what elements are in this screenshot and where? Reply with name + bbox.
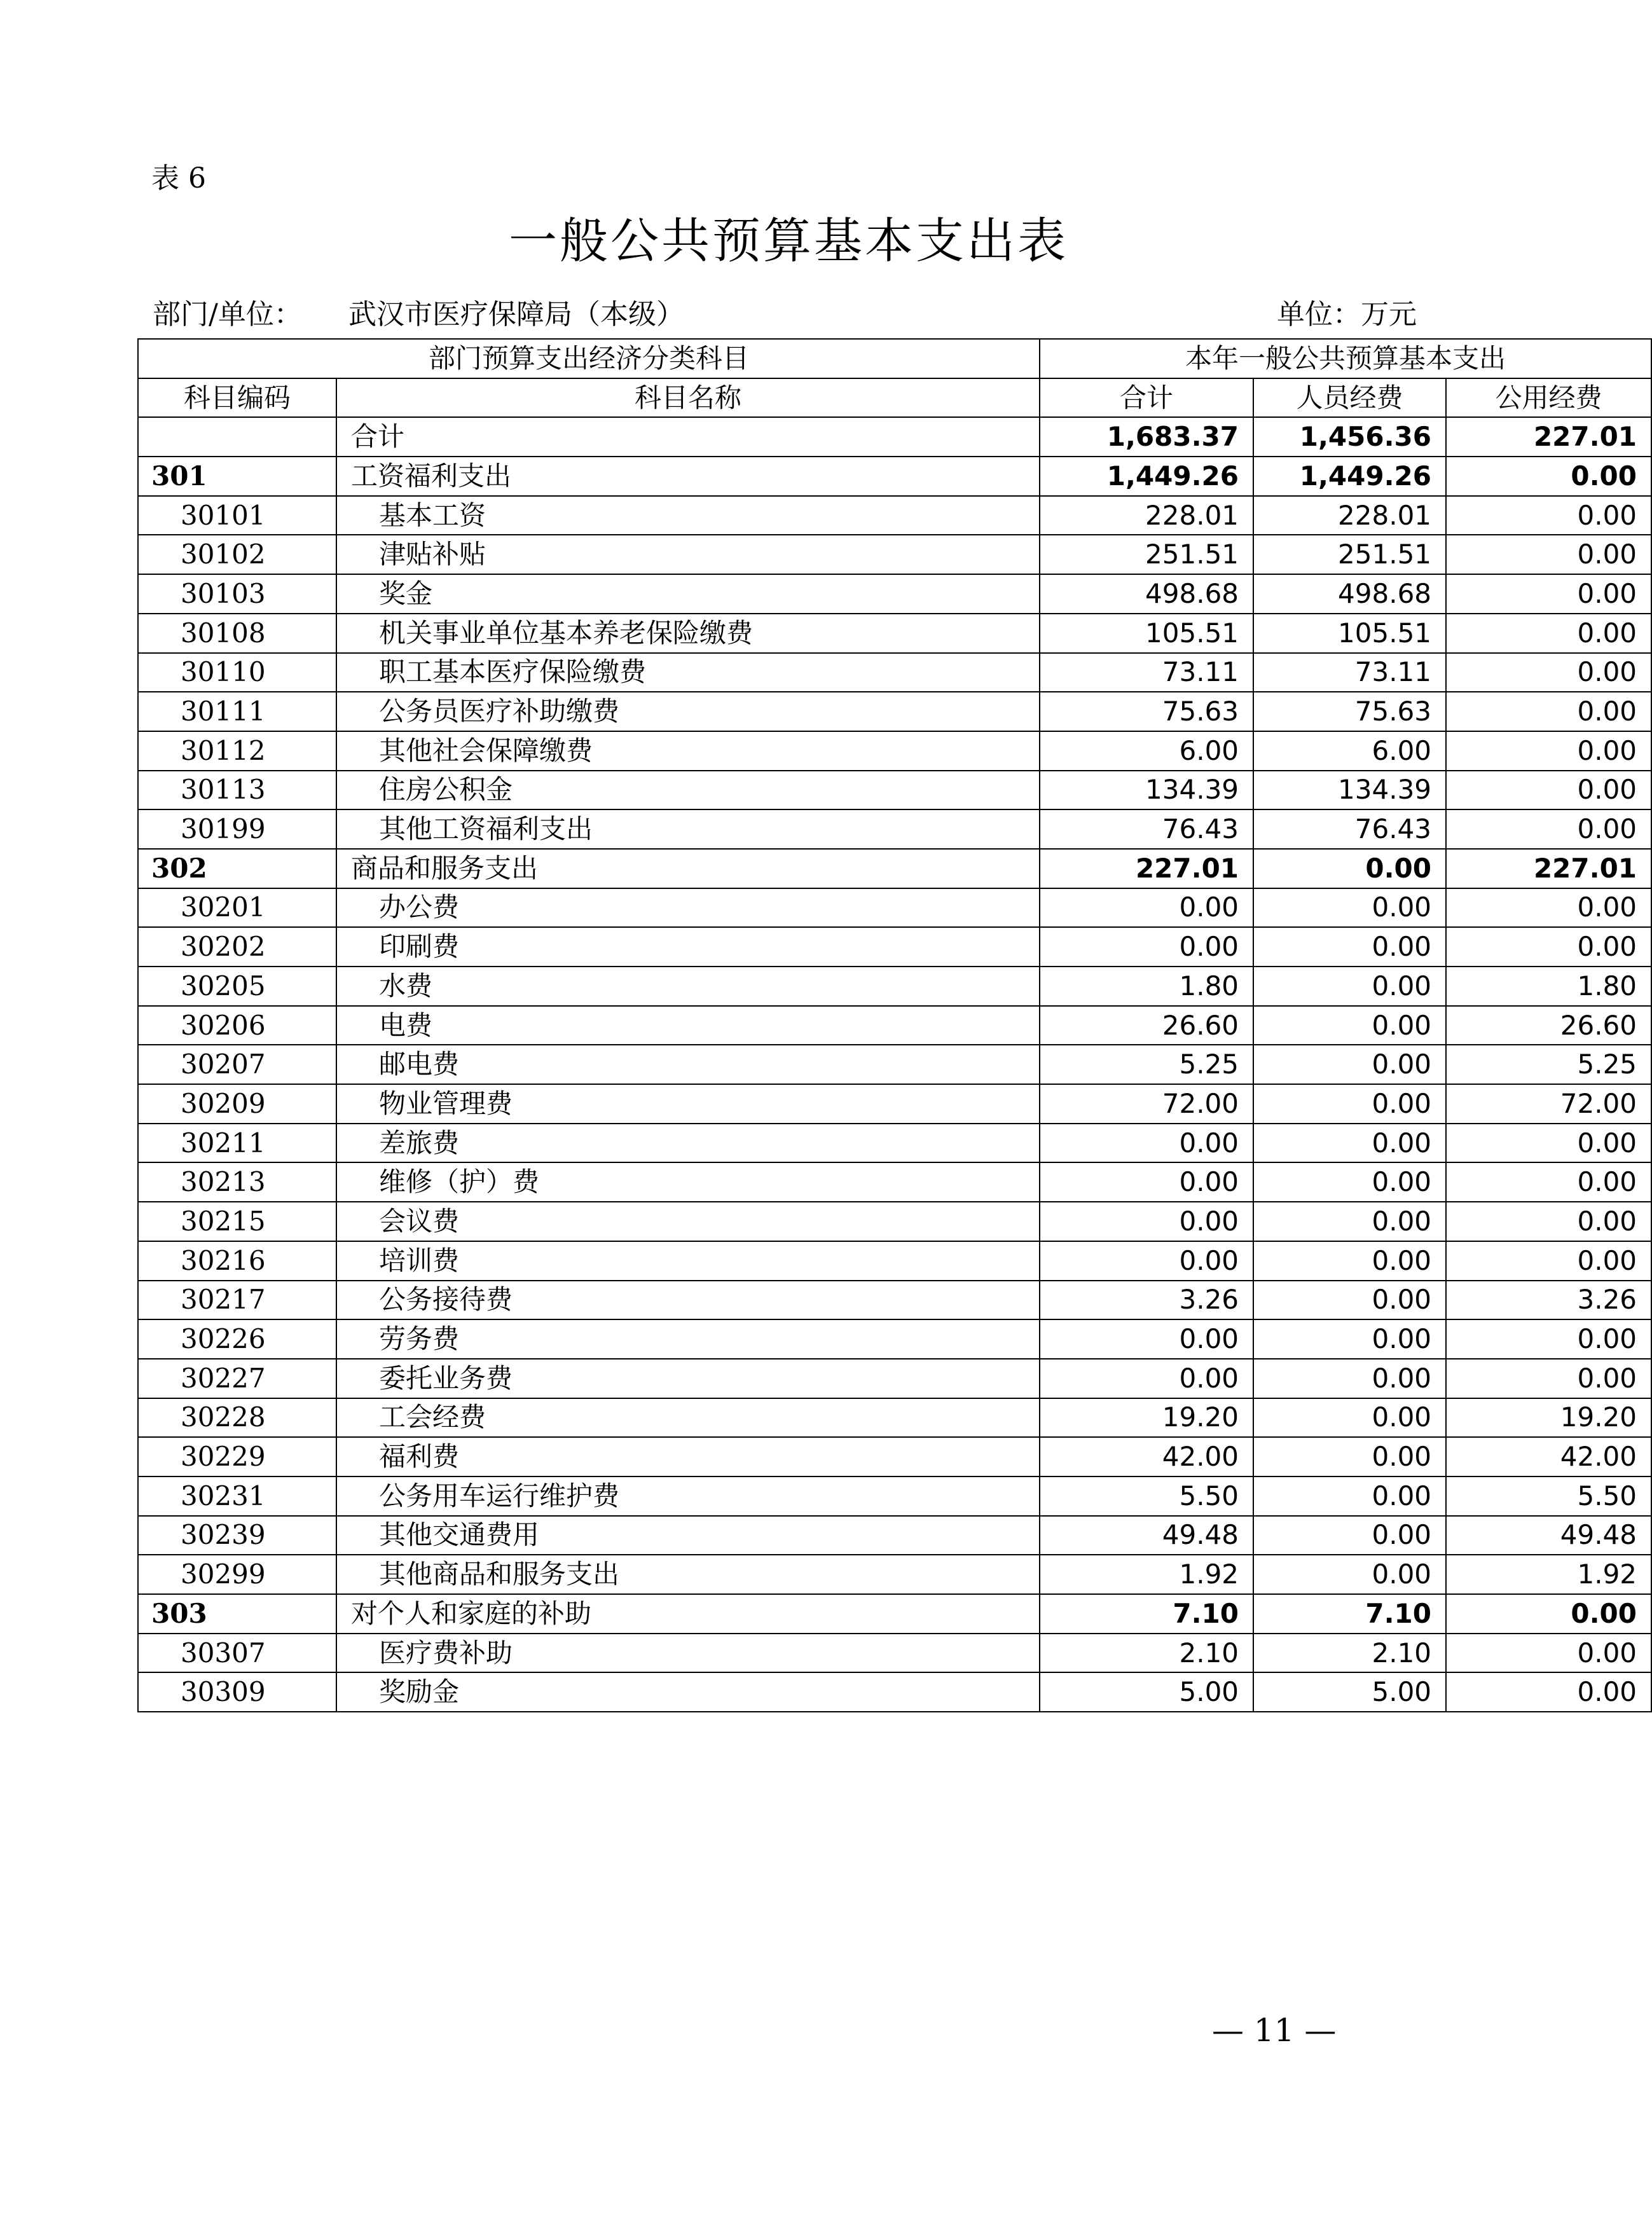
row-name: 其他社会保障缴费 <box>336 731 1040 771</box>
table-row <box>138 1359 1651 1398</box>
table-row <box>138 496 1651 535</box>
row-public: 3.26 <box>1446 1281 1651 1320</box>
row-name: 差旅费 <box>336 1124 1040 1163</box>
table-row <box>138 1084 1651 1124</box>
row-total: 227.01 <box>1040 849 1253 888</box>
table-row <box>138 1634 1651 1673</box>
row-personnel: 228.01 <box>1253 496 1446 535</box>
row-personnel: 0.00 <box>1253 1241 1446 1281</box>
row-code: 30211 <box>138 1124 336 1163</box>
header-column-row <box>138 378 1651 418</box>
row-code: 30217 <box>138 1281 336 1320</box>
table-row <box>138 731 1651 771</box>
header-code: 科目编码 <box>138 378 336 418</box>
row-name: 合计 <box>336 417 1040 457</box>
row-public: 0.00 <box>1446 731 1651 771</box>
row-public: 0.00 <box>1446 614 1651 653</box>
row-code: 30111 <box>138 692 336 731</box>
table-row <box>138 1516 1651 1555</box>
row-public: 19.20 <box>1446 1398 1651 1438</box>
table-row <box>138 771 1651 810</box>
table-row <box>138 574 1651 614</box>
row-code: 30231 <box>138 1476 336 1516</box>
row-code: 301 <box>138 457 336 496</box>
row-name: 公务员医疗补助缴费 <box>336 692 1040 731</box>
table-row <box>138 1476 1651 1516</box>
page-title: 一般公共预算基本支出表 <box>509 212 1068 269</box>
row-personnel: 5.00 <box>1253 1672 1446 1712</box>
row-public: 5.50 <box>1446 1476 1651 1516</box>
row-name: 维修（护）费 <box>336 1162 1040 1202</box>
table-row <box>138 927 1651 967</box>
row-code: 30213 <box>138 1162 336 1202</box>
row-name: 基本工资 <box>336 496 1040 535</box>
table-row <box>138 809 1651 849</box>
unit-label: 单位：万元 <box>1277 298 1417 331</box>
row-personnel: 105.51 <box>1253 614 1446 653</box>
row-total: 5.50 <box>1040 1476 1253 1516</box>
row-total: 105.51 <box>1040 614 1253 653</box>
row-personnel: 1,456.36 <box>1253 417 1446 457</box>
row-public: 49.48 <box>1446 1516 1651 1555</box>
row-personnel: 0.00 <box>1253 849 1446 888</box>
row-total: 0.00 <box>1040 1359 1253 1398</box>
row-total: 42.00 <box>1040 1437 1253 1476</box>
row-public: 72.00 <box>1446 1084 1651 1124</box>
table-row <box>138 457 1651 496</box>
row-public: 26.60 <box>1446 1006 1651 1045</box>
row-total: 1,683.37 <box>1040 417 1253 457</box>
row-total: 0.00 <box>1040 1162 1253 1202</box>
row-personnel: 0.00 <box>1253 967 1446 1006</box>
row-total: 49.48 <box>1040 1516 1253 1555</box>
row-total: 75.63 <box>1040 692 1253 731</box>
table-row <box>138 1202 1651 1241</box>
row-name: 其他工资福利支出 <box>336 809 1040 849</box>
row-total: 5.00 <box>1040 1672 1253 1712</box>
row-code: 30226 <box>138 1319 336 1359</box>
row-code: 30110 <box>138 653 336 692</box>
row-total: 1,449.26 <box>1040 457 1253 496</box>
row-public: 0.00 <box>1446 809 1651 849</box>
page-number: — 11 — <box>1212 2012 1337 2049</box>
row-name: 邮电费 <box>336 1045 1040 1084</box>
row-public: 0.00 <box>1446 692 1651 731</box>
table-row <box>138 1281 1651 1320</box>
row-public: 0.00 <box>1446 1634 1651 1673</box>
row-personnel: 0.00 <box>1253 1084 1446 1124</box>
row-code: 30209 <box>138 1084 336 1124</box>
header-group-classification: 部门预算支出经济分类科目 <box>138 339 1040 378</box>
row-personnel: 0.00 <box>1253 1555 1446 1594</box>
row-personnel: 134.39 <box>1253 771 1446 810</box>
table-row <box>138 1045 1651 1084</box>
row-public: 0.00 <box>1446 574 1651 614</box>
row-total: 72.00 <box>1040 1084 1253 1124</box>
row-public: 0.00 <box>1446 1319 1651 1359</box>
header-name: 科目名称 <box>336 378 1040 418</box>
row-public: 5.25 <box>1446 1045 1651 1084</box>
row-total: 1.92 <box>1040 1555 1253 1594</box>
table-row <box>138 1398 1651 1438</box>
row-public: 0.00 <box>1446 496 1651 535</box>
row-total: 73.11 <box>1040 653 1253 692</box>
row-name: 印刷费 <box>336 927 1040 967</box>
row-public: 0.00 <box>1446 1359 1651 1398</box>
row-personnel: 0.00 <box>1253 1437 1446 1476</box>
row-personnel: 0.00 <box>1253 1124 1446 1163</box>
row-public: 0.00 <box>1446 927 1651 967</box>
row-name: 培训费 <box>336 1241 1040 1281</box>
table-row <box>138 1319 1651 1359</box>
row-name: 住房公积金 <box>336 771 1040 810</box>
row-total: 2.10 <box>1040 1634 1253 1673</box>
row-total: 76.43 <box>1040 809 1253 849</box>
row-total: 0.00 <box>1040 1319 1253 1359</box>
table-label: 表 6 <box>151 162 206 195</box>
row-code: 30206 <box>138 1006 336 1045</box>
row-personnel: 0.00 <box>1253 1516 1446 1555</box>
table-row <box>138 692 1651 731</box>
header-group-expenditure: 本年一般公共预算基本支出 <box>1040 339 1651 378</box>
row-public: 0.00 <box>1446 1124 1651 1163</box>
row-code: 30199 <box>138 809 336 849</box>
row-total: 0.00 <box>1040 888 1253 928</box>
row-public: 0.00 <box>1446 535 1651 574</box>
table-row <box>138 1555 1651 1594</box>
table-row <box>138 1437 1651 1476</box>
row-code: 303 <box>138 1594 336 1634</box>
row-personnel: 0.00 <box>1253 1476 1446 1516</box>
row-name: 会议费 <box>336 1202 1040 1241</box>
row-public: 0.00 <box>1446 1672 1651 1712</box>
row-public: 0.00 <box>1446 653 1651 692</box>
row-code <box>138 417 336 457</box>
row-public: 1.80 <box>1446 967 1651 1006</box>
row-public: 0.00 <box>1446 888 1651 928</box>
row-personnel: 0.00 <box>1253 888 1446 928</box>
row-code: 30113 <box>138 771 336 810</box>
row-personnel: 498.68 <box>1253 574 1446 614</box>
header-total: 合计 <box>1040 378 1253 418</box>
row-name: 工会经费 <box>336 1398 1040 1438</box>
row-code: 302 <box>138 849 336 888</box>
row-public: 0.00 <box>1446 1241 1651 1281</box>
row-code: 30228 <box>138 1398 336 1438</box>
row-public: 0.00 <box>1446 457 1651 496</box>
row-personnel: 76.43 <box>1253 809 1446 849</box>
table-body <box>138 417 1651 1712</box>
row-name: 福利费 <box>336 1437 1040 1476</box>
table-row <box>138 1672 1651 1712</box>
table-row <box>138 888 1651 928</box>
row-public: 227.01 <box>1446 849 1651 888</box>
row-name: 劳务费 <box>336 1319 1040 1359</box>
row-name: 机关事业单位基本养老保险缴费 <box>336 614 1040 653</box>
row-name: 对个人和家庭的补助 <box>336 1594 1040 1634</box>
row-personnel: 6.00 <box>1253 731 1446 771</box>
row-total: 7.10 <box>1040 1594 1253 1634</box>
row-public: 0.00 <box>1446 1162 1651 1202</box>
table-row <box>138 1124 1651 1163</box>
row-public: 227.01 <box>1446 417 1651 457</box>
table-row <box>138 849 1651 888</box>
row-total: 251.51 <box>1040 535 1253 574</box>
row-name: 奖励金 <box>336 1672 1040 1712</box>
row-personnel: 7.10 <box>1253 1594 1446 1634</box>
row-name: 电费 <box>336 1006 1040 1045</box>
row-public: 0.00 <box>1446 1202 1651 1241</box>
row-code: 30299 <box>138 1555 336 1594</box>
row-code: 30108 <box>138 614 336 653</box>
header-public: 公用经费 <box>1446 378 1651 418</box>
row-personnel: 0.00 <box>1253 1162 1446 1202</box>
row-code: 30202 <box>138 927 336 967</box>
row-public: 1.92 <box>1446 1555 1651 1594</box>
row-personnel: 0.00 <box>1253 1045 1446 1084</box>
row-name: 津贴补贴 <box>336 535 1040 574</box>
department-name: 武汉市医疗保障局（本级） <box>348 298 684 331</box>
row-total: 134.39 <box>1040 771 1253 810</box>
row-name: 办公费 <box>336 888 1040 928</box>
row-total: 6.00 <box>1040 731 1253 771</box>
row-total: 0.00 <box>1040 1241 1253 1281</box>
table-row <box>138 1006 1651 1045</box>
row-name: 其他商品和服务支出 <box>336 1555 1040 1594</box>
row-personnel: 0.00 <box>1253 1319 1446 1359</box>
row-total: 0.00 <box>1040 1124 1253 1163</box>
row-name: 公务接待费 <box>336 1281 1040 1320</box>
row-personnel: 251.51 <box>1253 535 1446 574</box>
row-personnel: 0.00 <box>1253 1006 1446 1045</box>
row-public: 42.00 <box>1446 1437 1651 1476</box>
row-code: 30216 <box>138 1241 336 1281</box>
row-personnel: 73.11 <box>1253 653 1446 692</box>
row-code: 30307 <box>138 1634 336 1673</box>
row-name: 奖金 <box>336 574 1040 614</box>
row-code: 30205 <box>138 967 336 1006</box>
row-name: 其他交通费用 <box>336 1516 1040 1555</box>
table-row <box>138 1162 1651 1202</box>
row-total: 228.01 <box>1040 496 1253 535</box>
row-name: 委托业务费 <box>336 1359 1040 1398</box>
row-total: 498.68 <box>1040 574 1253 614</box>
row-personnel: 0.00 <box>1253 1359 1446 1398</box>
row-personnel: 0.00 <box>1253 1281 1446 1320</box>
row-name: 物业管理费 <box>336 1084 1040 1124</box>
row-personnel: 75.63 <box>1253 692 1446 731</box>
row-code: 30201 <box>138 888 336 928</box>
budget-table <box>137 338 1652 1712</box>
row-code: 30229 <box>138 1437 336 1476</box>
row-code: 30101 <box>138 496 336 535</box>
row-personnel: 2.10 <box>1253 1634 1446 1673</box>
row-public: 0.00 <box>1446 771 1651 810</box>
row-code: 30227 <box>138 1359 336 1398</box>
row-public: 0.00 <box>1446 1594 1651 1634</box>
row-code: 30215 <box>138 1202 336 1241</box>
row-personnel: 1,449.26 <box>1253 457 1446 496</box>
row-code: 30103 <box>138 574 336 614</box>
row-code: 30239 <box>138 1516 336 1555</box>
table-row <box>138 967 1651 1006</box>
table-row <box>138 417 1651 457</box>
row-total: 3.26 <box>1040 1281 1253 1320</box>
row-total: 0.00 <box>1040 1202 1253 1241</box>
table-row <box>138 1241 1651 1281</box>
row-code: 30207 <box>138 1045 336 1084</box>
table-row <box>138 653 1651 692</box>
row-name: 医疗费补助 <box>336 1634 1040 1673</box>
row-code: 30309 <box>138 1672 336 1712</box>
row-name: 职工基本医疗保险缴费 <box>336 653 1040 692</box>
row-code: 30102 <box>138 535 336 574</box>
row-personnel: 0.00 <box>1253 1202 1446 1241</box>
row-total: 26.60 <box>1040 1006 1253 1045</box>
row-total: 19.20 <box>1040 1398 1253 1438</box>
row-total: 1.80 <box>1040 967 1253 1006</box>
row-name: 水费 <box>336 967 1040 1006</box>
row-total: 5.25 <box>1040 1045 1253 1084</box>
header-group-row <box>138 339 1651 378</box>
row-personnel: 0.00 <box>1253 927 1446 967</box>
header-personnel: 人员经费 <box>1253 378 1446 418</box>
department-label: 部门/单位： <box>153 298 302 331</box>
row-personnel: 0.00 <box>1253 1398 1446 1438</box>
row-total: 0.00 <box>1040 927 1253 967</box>
row-code: 30112 <box>138 731 336 771</box>
table-row <box>138 1594 1651 1634</box>
row-name: 工资福利支出 <box>336 457 1040 496</box>
row-name: 商品和服务支出 <box>336 849 1040 888</box>
row-name: 公务用车运行维护费 <box>336 1476 1040 1516</box>
table-row <box>138 535 1651 574</box>
table-row <box>138 614 1651 653</box>
